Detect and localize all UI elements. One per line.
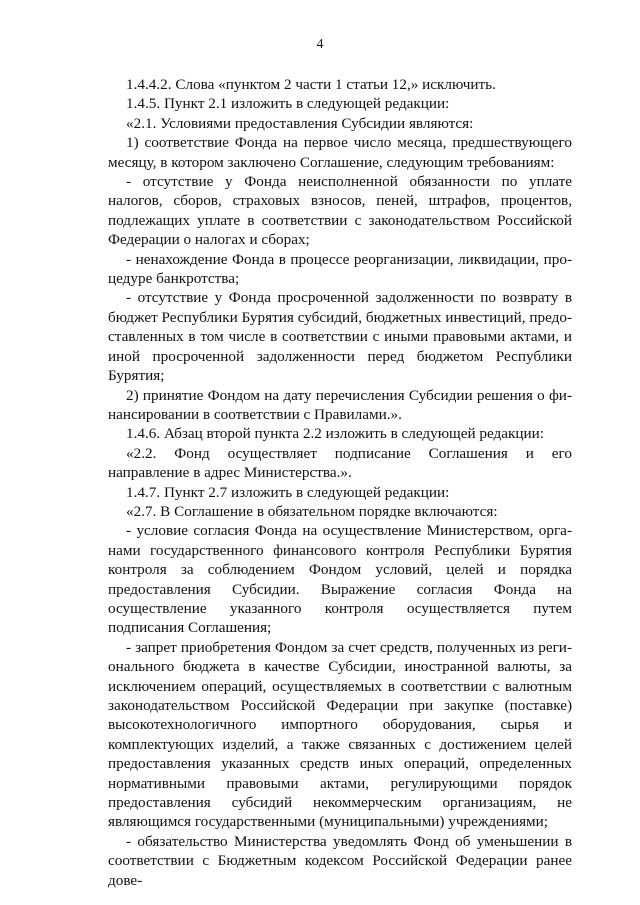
paragraph-ministry-obligation: - обязательство Министерства уведомлять Фонд об уменьшении в соответствии с Бюджетным кодексом Российской Федерации ранее дове-: [108, 832, 572, 889]
paragraph-requirement-reorganization: - ненахождение Фонда в процессе реорганизации, ликвидации, процедуре банкротства;: [108, 250, 572, 288]
paragraph-requirement-taxes: - отсутствие у Фонда неисполненной обязанности по уплате налогов, сборов, страховых взносов, пеней, штрафов, процентов, подлежащих уплате в соответствии с законодательством Российской Федерации о налогах и сборах;: [108, 173, 572, 249]
paragraph-2-1-heading: «2.1. Условиями предоставления Субсидии являются:: [126, 114, 474, 132]
paragraph-2-2: «2.2. Фонд осуществляет подписание Соглашения и его направление в адрес Министерства.».: [108, 444, 572, 482]
paragraph-1-4-4-2: 1.4.4.2. Слова «пунктом 2 части 1 статьи 12,» исключить.: [126, 76, 496, 93]
page-number: 4: [316, 37, 324, 52]
paragraph-2-7-heading: «2.7. В Соглашение в обязательном порядке включаются:: [126, 502, 498, 520]
paragraph-consent-condition: - условие согласия Фонда на осуществление Министерством, органами государственного финансового контроля Республики Бурятия контроля за соблюдением Фондом условий, целей и порядка предоставления Субсидии. Выражение согласия Фонда на осуществление указанного контроля осуществляется путем подписания Соглашения;: [108, 522, 572, 637]
paragraph-condition-1: 1) соответствие Фонда на первое число месяца, предшествующего месяцу, в котором заключено Соглашение, следующим требованиям:: [108, 134, 572, 171]
paragraph-currency-prohibition: - запрет приобретения Фондом за счет средств, полученных из регионального бюджета в качестве Субсидии, иностранной валюты, за исключением операций, осуществляемых в соответствии с валютным законодательством Российской Федерации при закупке (поставке) высокотехнологичного импортного оборудования, сырья и комплектующих изделий, а также связанных с достижением целей предоставления указанных средств иных операций, определенных нормативными правовыми актами, регулирующими порядок предоставления субсидий некоммерческим организациям, не являющимся государственными (муниципальными) учреждениями;: [108, 638, 572, 831]
paragraph-1-4-7: 1.4.7. Пункт 2.7 изложить в следующей редакции:: [126, 483, 450, 501]
document-body: [108, 75, 572, 890]
paragraph-condition-2: 2) принятие Фондом на дату перечисления Субсидии решения о финансировании в соответствии с Правилами.».: [108, 386, 572, 423]
paragraph-1-4-5: 1.4.5. Пункт 2.1 изложить в следующей редакции:: [126, 95, 450, 113]
paragraph-requirement-debt: - отсутствие у Фонда просроченной задолженности по возврату в бюджет Республики Бурятия субсидий, бюджетных инвестиций, предоставленных в том числе в соответствии с иными правовыми актами, и иной просроченной задолженности перед бюджетом Республики Бурятия;: [108, 289, 572, 385]
paragraph-1-4-6: 1.4.6. Абзац второй пункта 2.2 изложить в следующей редакции:: [126, 425, 545, 443]
